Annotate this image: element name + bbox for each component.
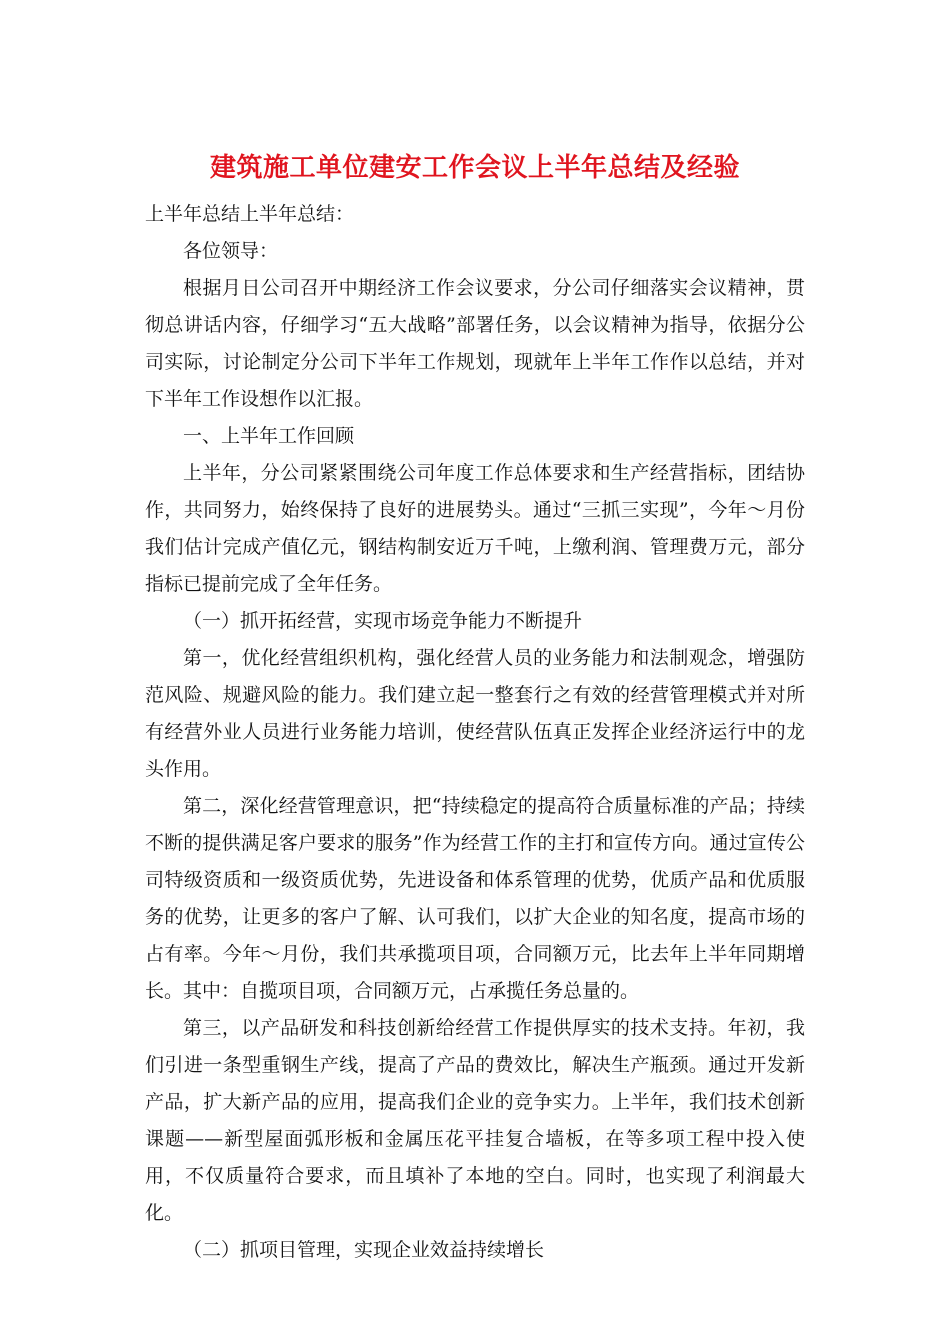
subsection-heading-business: （一）抓开拓经营，实现市场竞争能力不断提升 bbox=[183, 610, 583, 632]
section-heading-review: 一、上半年工作回顾 bbox=[183, 425, 355, 447]
review-paragraph: 上半年，分公司紧紧围绕公司年度工作总体要求和生产经营指标，团结协作，共同努力，始终保持了良好的进展势头。通过“三抓三实现”，今年～月份我们估计完成产值亿元，钢结构制安近万千吨，上缴利润、管理费万元，部分指标已提前完成了全年任务。 bbox=[145, 462, 805, 595]
point-three-paragraph: 第三，以产品研发和科技创新给经营工作提供厚实的技术支持。年初，我们引进一条型重钢生产线，提高了产品的费效比，解决生产瓶颈。通过开发新产品，扩大新产品的应用，提高我们企业的竞争实力。上半年，我们技术创新课题——新型屋面弧形板和金属压花平挂复合墙板，在等多项工程中投入使用，不仅质量符合要求，而且填补了本地的空白。同时，也实现了利润最大化。 bbox=[145, 1017, 805, 1224]
subsection-heading-project: （二）抓项目管理，实现企业效益持续增长 bbox=[183, 1239, 545, 1261]
point-one-paragraph: 第一，优化经营组织机构，强化经营人员的业务能力和法制观念，增强防范风险、规避风险的能力。我们建立起一整套行之有效的经营管理模式并对所有经营外业人员进行业务能力培训，使经营队伍真正发挥企业经济运行中的龙头作用。 bbox=[145, 647, 805, 780]
summary-heading: 上半年总结上半年总结： bbox=[145, 203, 355, 225]
point-two-paragraph: 第二，深化经营管理意识，把“持续稳定的提高符合质量标准的产品；持续不断的提供满足客户要求的服务”作为经营工作的主打和宣传方向。通过宣传公司特级资质和一级资质优势，先进设备和体系管理的优势，优质产品和优质服务的优势，让更多的客户了解、认可我们，以扩大企业的知名度，提高市场的占有率。今年～月份，我们共承揽项目项，合同额万元，比去年上半年同期增长。其中：自揽项目项，合同额万元，占承揽任务总量的。 bbox=[145, 795, 805, 1002]
document-body bbox=[145, 196, 805, 1269]
salutation: 各位领导： bbox=[183, 240, 279, 262]
intro-paragraph: 根据月日公司召开中期经济工作会议要求，分公司仔细落实会议精神，贯彻总讲话内容，仔细学习“五大战略”部署任务，以会议精神为指导，依据分公司实际，讨论制定分公司下半年工作规划，现就年上半年工作作以总结，并对下半年工作设想作以汇报。 bbox=[145, 277, 805, 410]
document-title: 建筑施工单位建安工作会议上半年总结及经验 bbox=[209, 153, 740, 183]
